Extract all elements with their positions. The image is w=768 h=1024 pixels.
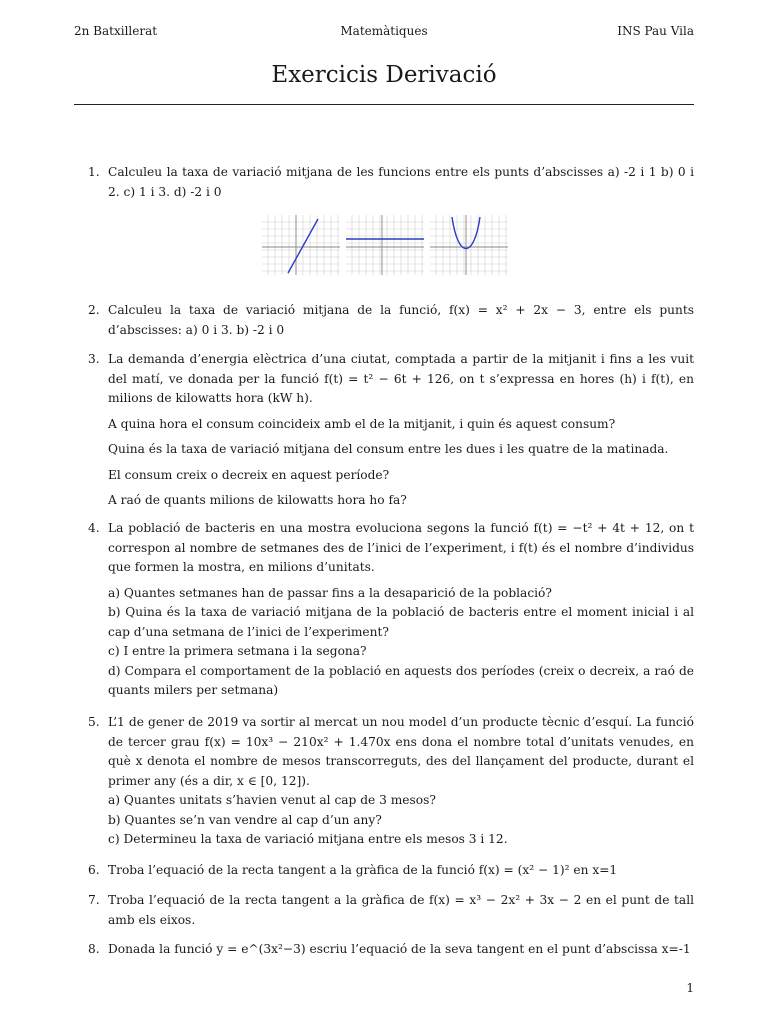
exercise-number: 3. (88, 352, 100, 366)
exercise-question: c) Determineu la taxa de variació mitjana entre els mesos 3 i 12. (108, 832, 508, 846)
exercise-text: Calculeu la taxa de variació mitjana de la funció, f(x) = x² + 2x − 3, entre els punts d’abscisses: a) 0 i 3. b) -2 i 0 (108, 303, 694, 337)
page-number: 1 (686, 981, 694, 995)
exercise-text: Donada la funció y = e^(3x²−3) escriu l’equació de la seva tangent en el punt d’abscissa x=-1 (108, 942, 691, 956)
exercise-text: Calculeu la taxa de variació mitjana de les funcions entre els punts d’abscisses a) -2 i 1 b) 0 i 2. c) 1 i 3. d) -2 i 0 (108, 165, 694, 199)
exercise-question: b) Quina és la taxa de variació mitjana de la població de bacteris entre el moment inicial i al cap d’una setmana de l’inici de l’experiment? (108, 605, 694, 639)
exercise-number: 7. (88, 893, 100, 907)
exercise-text: La població de bacteris en una mostra evoluciona segons la funció f(t) = −t² + 4t + 12, on t correspon al nombre de setmanes des de l’inici de l’experiment, i f(t) és el nombre d’individus que formen la mostra, en milions d’unitats. (108, 521, 694, 574)
exercise-1-graphs (262, 215, 508, 275)
exercise-question: a) Quantes unitats s’havien venut al cap de 3 mesos? (108, 793, 436, 807)
exercise-6 (74, 861, 694, 881)
exercise-question: c) I entre la primera setmana i la segona? (108, 644, 367, 658)
exercise-4 (74, 519, 694, 701)
exercise-question: a) Quantes setmanes han de passar fins a la desaparició de la població? (108, 585, 552, 600)
exercise-number: 6. (88, 863, 100, 877)
header-course: 2n Batxillerat (74, 24, 158, 38)
exercise-question: El consum creix o decreix en aquest període? (108, 467, 390, 482)
exercise-number: 1. (88, 165, 100, 179)
exercise-2 (74, 301, 694, 340)
exercise-7 (74, 891, 694, 930)
exercise-text: L’1 de gener de 2019 va sortir al mercat un nou model d’un producte tècnic d’esquí. La funció de tercer grau f(x) = 10x³ − 210x² + 1.470x ens dona el nombre total d’unitats venudes, en què x denota el nombre de mesos transcorreguts, des del llançament del producte, durant el primer any (és a dir, x ∈ [0, 12]). (108, 715, 694, 788)
exercise-8 (74, 940, 694, 960)
page-title: Exercicis Derivació (271, 62, 497, 88)
graph-constant (346, 215, 424, 275)
exercise-question: b) Quantes se’n van vendre al cap d’un any? (108, 812, 382, 827)
exercise-number: 8. (88, 942, 100, 956)
graph-parabola (430, 215, 508, 275)
exercise-question: d) Compara el comportament de la població en aquests dos períodes (creix o decreix, a raó de quants milers per setmana) (108, 663, 694, 697)
exercise-5 (74, 713, 694, 850)
exercise-question: A raó de quants milions de kilowatts hora ho fa? (108, 493, 407, 507)
exercise-number: 5. (88, 715, 100, 729)
exercise-number: 2. (88, 303, 100, 317)
header-subject: Matemàtiques (340, 24, 428, 38)
exercise-text: La demanda d’energia elèctrica d’una ciutat, comptada a partir de la mitjanit i fins a les vuit del matí, ve donada per la funció f(t) = t² − 6t + 126, on t s’expressa en hores (h) i f(t), en milions de kilowatts hora (kW h). (108, 352, 694, 405)
graph-linear (262, 215, 340, 275)
exercise-number: 4. (88, 521, 100, 535)
exercise-text: Troba l’equació de la recta tangent a la gràfica de f(x) = x³ − 2x² + 3x − 2 en el punt de tall amb els eixos. (108, 893, 694, 927)
exercise-1 (74, 163, 694, 202)
exercise-question: Quina és la taxa de variació mitjana del consum entre les dues i les quatre de la matinada. (108, 442, 669, 456)
title-rule (74, 104, 694, 105)
exercise-text: Troba l’equació de la recta tangent a la gràfica de la funció f(x) = (x² − 1)² en x=1 (108, 863, 618, 877)
exercise-3 (74, 350, 694, 511)
header-school: INS Pau Vila (617, 24, 694, 38)
exercise-question: A quina hora el consum coincideix amb el de la mitjanit, i quin és aquest consum? (108, 416, 616, 431)
